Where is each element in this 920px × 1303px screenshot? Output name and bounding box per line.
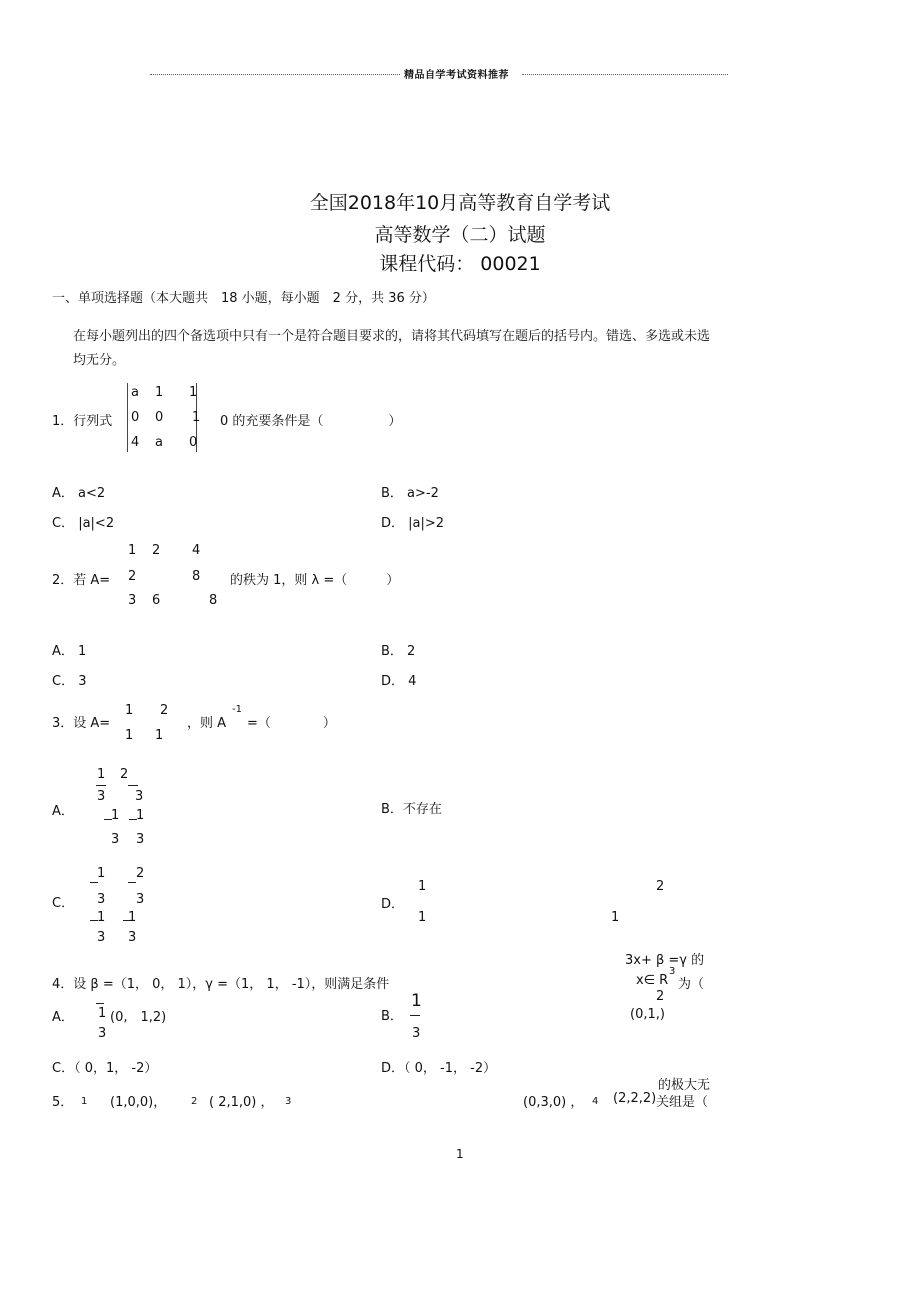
- q4-a-den: 3: [98, 1026, 107, 1041]
- q3-option-d-label: D．: [381, 897, 405, 912]
- header-text: 精品自学考试资料推荐: [404, 70, 509, 81]
- q1-m-11: 0: [155, 410, 164, 425]
- q5-a1-sub: 1: [81, 1096, 88, 1107]
- q3-d-m-11: 1: [611, 910, 620, 925]
- q4-b-den: 3: [412, 1026, 421, 1041]
- q3-d-m-00: 1: [418, 879, 427, 894]
- q1-option-c: C． |a|<2: [52, 516, 115, 531]
- q4-option-b-label: B．: [381, 1009, 403, 1024]
- q3-d-m-01: 2: [656, 879, 665, 894]
- exam-subject: 高等数学（二）试题: [374, 224, 546, 246]
- q3-c-frac-line-1: [90, 882, 98, 883]
- q3-a-den-11: 3: [136, 832, 145, 847]
- q3-a-num-00: 1: [97, 767, 106, 782]
- q5-a3: (0,3,0) ，: [523, 1095, 584, 1110]
- q3-a-frac-line-1: [96, 785, 106, 786]
- q5-a1: (1,0,0)，: [110, 1095, 167, 1110]
- q1-m-12: 1: [192, 410, 201, 425]
- q3-prefix: 3．设 A=: [52, 716, 111, 731]
- q3-option-a-label: A．: [52, 804, 74, 819]
- q3-c-num-10: 1: [97, 910, 106, 925]
- q5-label: 5．: [52, 1095, 74, 1110]
- q2-suffix: 的秩为 1，则 λ =（ ）: [230, 573, 400, 588]
- q4-option-a-label: A．: [52, 1010, 74, 1025]
- q3-c-num-00: 1: [97, 866, 106, 881]
- q3-suffix-pre: ，则 A: [187, 716, 227, 731]
- q4-condition-1: 3x+ β =γ 的: [625, 953, 705, 968]
- q2-option-a: A． 1: [52, 644, 87, 659]
- q4-a-num: 1: [98, 1006, 107, 1021]
- q2-m-02: 4: [192, 543, 201, 558]
- q5-tail-1: 的极大无: [658, 1078, 711, 1093]
- q3-c-den-01: 3: [136, 892, 145, 907]
- header-dotted-line-left: [150, 74, 400, 75]
- q5-tail-2: 关组是（: [656, 1095, 709, 1110]
- q4-b-vector: (0,1,): [630, 1007, 665, 1022]
- q3-sup: -1: [232, 704, 242, 715]
- q3-c-den-10: 3: [97, 930, 106, 945]
- q5-a2-sub: 2: [191, 1096, 198, 1107]
- q3-m-01: 2: [160, 703, 169, 718]
- q1-option-a: A． a<2: [52, 486, 106, 501]
- q1-m-21: a: [155, 435, 163, 450]
- instruction-line-2: 均无分。: [73, 353, 126, 368]
- q1-suffix: 0 的充要条件是（ ）: [220, 414, 402, 429]
- q1-prefix: 1．行列式: [52, 414, 113, 429]
- q3-c-den-11: 3: [128, 930, 137, 945]
- q3-c-num-01: 2: [136, 866, 145, 881]
- q3-c-frac-line-2: [128, 882, 136, 883]
- q2-m-20: 3: [128, 593, 137, 608]
- header-dotted-line-right: [522, 74, 728, 75]
- q2-option-d: D． 4: [381, 674, 417, 689]
- q1-option-d: D． |a|>2: [381, 516, 445, 531]
- q4-b-num: 1: [411, 991, 422, 1011]
- q2-m-22: 8: [209, 593, 218, 608]
- q1-m-10: 0: [131, 410, 140, 425]
- q1-option-b: B． a>-2: [381, 486, 439, 501]
- q3-a-den-10: 3: [111, 832, 120, 847]
- q1-m-00: a: [131, 385, 139, 400]
- q4-b-frac-line: [410, 1015, 420, 1016]
- q2-m-21: 6: [152, 593, 161, 608]
- q3-a-num-11: 1: [136, 808, 145, 823]
- q1-m-20: 4: [131, 435, 140, 450]
- q4-a-vector: (0, 1,2): [110, 1010, 167, 1025]
- q2-m-00: 1: [128, 543, 137, 558]
- q3-c-den-00: 3: [97, 892, 106, 907]
- q3-c-num-11: 1: [128, 910, 137, 925]
- q3-option-c-label: C．: [52, 896, 75, 911]
- q4-condition-2-post: 为（: [678, 977, 705, 992]
- q4-condition-2-sup: 3: [669, 966, 676, 977]
- q3-m-10: 1: [125, 728, 134, 743]
- q3-suffix-post: =（ ）: [247, 716, 336, 731]
- q4-option-c: C．（ 0，1， -2）: [52, 1061, 158, 1076]
- q4-b-num-2: 2: [656, 989, 665, 1004]
- q3-m-11: 1: [155, 728, 164, 743]
- q3-a-den-01: 3: [135, 789, 144, 804]
- page-number: 1: [456, 1147, 464, 1161]
- q1-m-02: 1: [189, 385, 198, 400]
- q2-prefix: 2．若 A=: [52, 573, 111, 588]
- q3-a-den-00: 3: [97, 789, 106, 804]
- section-heading: 一、单项选择题（本大题共 18 小题，每小题 2 分，共 36 分）: [52, 291, 435, 306]
- q2-m-10: 2: [128, 569, 137, 584]
- q3-a-num-10: 1: [111, 808, 120, 823]
- q2-m-01: 2: [152, 543, 161, 558]
- q1-m-01: 1: [155, 385, 164, 400]
- q3-d-m-10: 1: [418, 910, 427, 925]
- q3-m-00: 1: [125, 703, 134, 718]
- instruction-line-1: 在每小题列出的四个备选项中只有一个是符合题目要求的，请将其代码填写在题后的括号内。错选、多选或未选: [73, 329, 711, 344]
- q5-a4: (2,2,2): [613, 1091, 657, 1106]
- q3-option-b: B．不存在: [381, 802, 442, 817]
- q2-option-b: B． 2: [381, 644, 416, 659]
- q1-det-bar-left: [127, 383, 128, 452]
- q4-option-d: D．（ 0， -1， -2）: [381, 1061, 497, 1076]
- q5-a2: ( 2,1,0) ，: [209, 1095, 274, 1110]
- q3-a-num-01: 2: [120, 767, 129, 782]
- q4-a-frac-line: [96, 1003, 104, 1004]
- q5-a3-sub: 3: [285, 1096, 292, 1107]
- exam-title: 全国2018年10月高等教育自学考试: [309, 192, 611, 214]
- q4-stem: 4．设 β =（1， 0， 1），γ =（1， 1， -1），则满足条件: [52, 977, 390, 992]
- q2-option-c: C． 3: [52, 674, 87, 689]
- course-code: 课程代码： 00021: [379, 253, 541, 275]
- q4-condition-2-pre: x∈ R: [636, 973, 669, 988]
- q3-a-frac-line-2: [128, 785, 138, 786]
- q1-m-22: 0: [189, 435, 198, 450]
- q2-m-11: 8: [192, 569, 201, 584]
- q5-a4-sub: 4: [592, 1096, 599, 1107]
